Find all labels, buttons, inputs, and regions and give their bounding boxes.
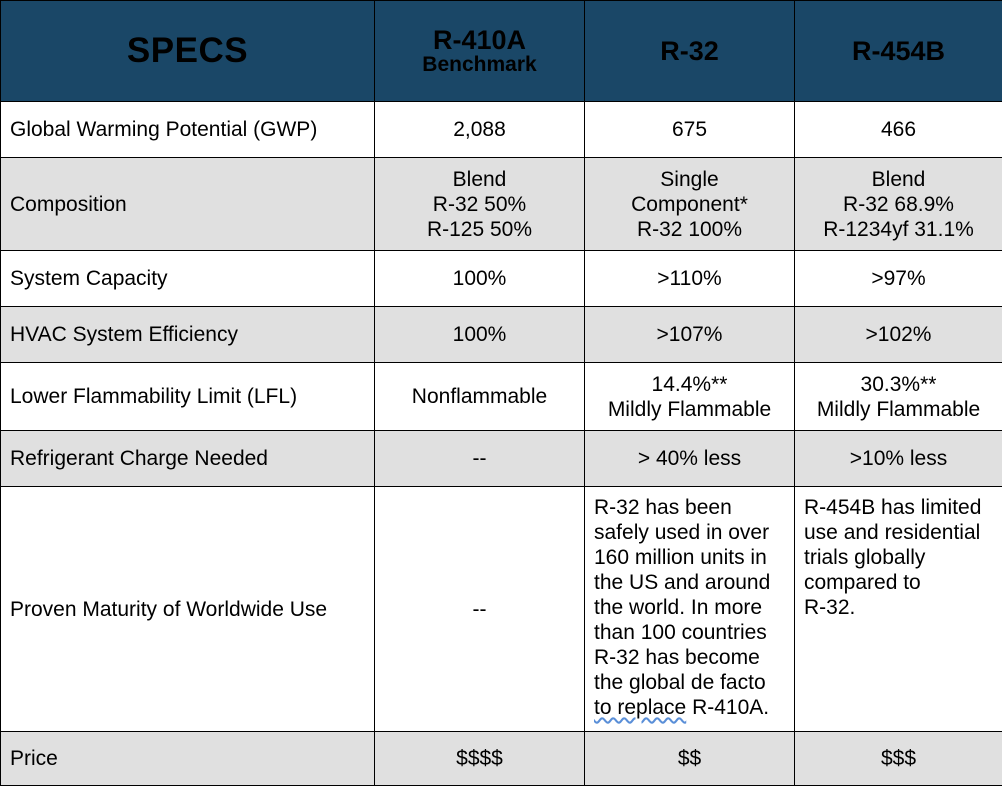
cell-r410a: $$$$ (375, 732, 585, 786)
cell-line: R-125 50% (384, 217, 575, 242)
cell-r454b: >97% (795, 251, 1002, 307)
cell-line: R-32. (804, 595, 993, 620)
r410a-header-title: R-410A (384, 26, 575, 54)
r410a-header (375, 1, 585, 102)
cell-r32 (585, 363, 795, 431)
cell-r454b: $$$ (795, 732, 1002, 786)
r454b-header: R-454B (795, 1, 1002, 102)
cell-line: 14.4%** (594, 372, 785, 397)
cell-r454b (795, 363, 1002, 431)
cell-line: Component* (594, 192, 785, 217)
table-row-lfl (1, 363, 1002, 431)
cell-line: the US and around (594, 570, 785, 595)
cell-r32 (585, 158, 795, 251)
row-label: Global Warming Potential (GWP) (1, 102, 375, 158)
cell-line: Mildly Flammable (594, 397, 785, 422)
cell-line: R-32 100% (594, 217, 785, 242)
cell-r410a: 100% (375, 307, 585, 363)
cell-line: the world. In more (594, 595, 785, 620)
cell-line: compared to (804, 570, 993, 595)
table-row-efficiency (1, 307, 1002, 363)
cell-r32: 675 (585, 102, 795, 158)
cell-r410a (375, 158, 585, 251)
cell-line: than 100 countries (594, 620, 785, 645)
cell-line: Blend (804, 167, 993, 192)
cell-r454b: >102% (795, 307, 1002, 363)
row-label: Refrigerant Charge Needed (1, 431, 375, 487)
cell-line-tail: R-410A. (686, 696, 769, 719)
cell-line: use and residential (804, 520, 993, 545)
cell-line: Mildly Flammable (804, 397, 993, 422)
cell-line: 30.3%** (804, 372, 993, 397)
cell-r410a: 100% (375, 251, 585, 307)
row-label: Price (1, 732, 375, 786)
table-row-maturity (1, 487, 1002, 732)
cell-line: R-1234yf 31.1% (804, 217, 993, 242)
cell-r454b (795, 487, 1002, 732)
cell-line: R-32 50% (384, 192, 575, 217)
cell-line: safely used in over (594, 520, 785, 545)
table-row-charge (1, 431, 1002, 487)
cell-line: trials globally (804, 545, 993, 570)
table-row-gwp (1, 102, 1002, 158)
row-label: Proven Maturity of Worldwide Use (1, 487, 375, 732)
specs-header: SPECS (1, 1, 375, 102)
cell-r410a: Nonflammable (375, 363, 585, 431)
cell-r410a: -- (375, 487, 585, 732)
cell-line: Blend (384, 167, 575, 192)
cell-line: Single (594, 167, 785, 192)
cell-line: R-32 has been (594, 495, 785, 520)
cell-r454b: 466 (795, 102, 1002, 158)
cell-r32 (585, 487, 795, 732)
row-label: Lower Flammability Limit (LFL) (1, 363, 375, 431)
header-row (1, 1, 1002, 102)
cell-r32: >107% (585, 307, 795, 363)
row-label: Composition (1, 158, 375, 251)
cell-r410a: -- (375, 431, 585, 487)
cell-line: R-32 has become (594, 645, 785, 670)
table-row-capacity (1, 251, 1002, 307)
cell-r454b: >10% less (795, 431, 1002, 487)
cell-r32: > 40% less (585, 431, 795, 487)
cell-r410a: 2,088 (375, 102, 585, 158)
row-label: HVAC System Efficiency (1, 307, 375, 363)
cell-r32: $$ (585, 732, 795, 786)
table-row-composition (1, 158, 1002, 251)
cell-line: the global de facto (594, 670, 785, 695)
cell-r454b (795, 158, 1002, 251)
cell-line: 160 million units in (594, 545, 785, 570)
spellcheck-underlined-text: to replace (594, 696, 686, 719)
cell-r32: >110% (585, 251, 795, 307)
r410a-header-subtitle: Benchmark (384, 54, 575, 76)
cell-line: R-454B has limited (804, 495, 993, 520)
row-label: System Capacity (1, 251, 375, 307)
r32-header: R-32 (585, 1, 795, 102)
cell-line (594, 695, 785, 720)
table-row-price (1, 732, 1002, 786)
cell-line: R-32 68.9% (804, 192, 993, 217)
